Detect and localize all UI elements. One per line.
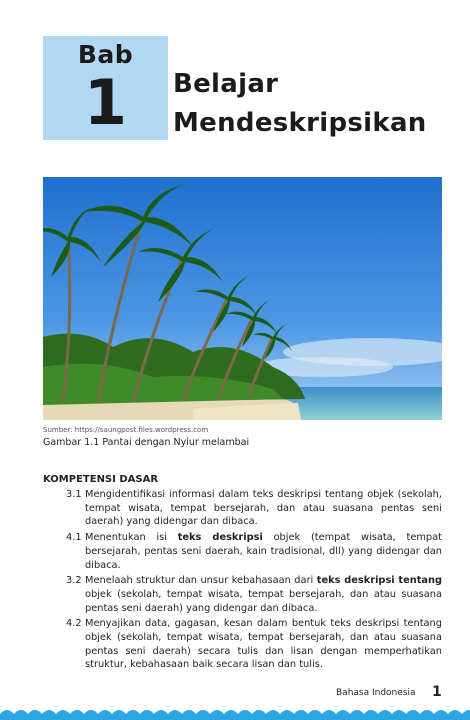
competency-number: 4.1 <box>66 532 82 544</box>
footer-wave-border <box>0 708 470 720</box>
competency-item <box>66 531 442 572</box>
chapter-title-line-1: Belajar <box>173 69 279 99</box>
competency-text: Menelaah struktur dan unsur kebahasaan dari teks deskripsi tentang objek (sekolah, tempat wisata, tempat bersejarah, dan atau suasana pentas seni daerah) yang didengar dan dibaca. <box>85 575 442 614</box>
competency-text: Menentukan isi teks deskripsi objek (tempat wisata, tempat bersejarah, pentas seni daerah, kain tradisional, dll) yang didengar dan dibaca. <box>85 532 442 571</box>
emphasis: teks deskripsi <box>177 532 263 544</box>
chapter-title-line-2: Mendeskripsikan <box>173 108 427 138</box>
competency-item <box>66 488 442 529</box>
page-number: 1 <box>432 684 442 700</box>
chapter-number: 1 <box>83 66 128 139</box>
competency-heading: KOMPETENSI DASAR <box>43 474 159 485</box>
emphasis: teks deskripsi tentang <box>316 575 442 587</box>
competency-item <box>66 617 442 672</box>
photo-source: Sumber: https://saungpost.files.wordpress.com <box>43 426 209 434</box>
competency-list <box>66 488 442 674</box>
footer-subject: Bahasa Indonesia <box>336 688 416 698</box>
competency-number: 3.2 <box>66 575 82 587</box>
beach-photo <box>43 177 442 420</box>
competency-number: 4.2 <box>66 618 82 630</box>
competency-text: Menyajikan data, gagasan, kesan dalam bentuk teks deskripsi tentang objek (sekolah, tempat wisata, tempat bersejarah, dan atau suasana pentas seni daerah) secara tulis dan lisan dengan memperhatikan struktur, kebahasaan baik secara lisan dan tulis. <box>85 618 442 671</box>
competency-item <box>66 574 442 615</box>
competency-number: 3.1 <box>66 489 82 500</box>
figure-caption: Gambar 1.1 Pantai dengan Nyiur melambai <box>43 437 250 448</box>
chapter-box <box>43 36 168 140</box>
competency-text: Mengidentifikasi informasi dalam teks deskripsi tentang objek (sekolah, tempat wisata, tempat bersejarah, dan atau suasana pentas seni daerah) yang didengar dan dibaca. <box>85 489 442 528</box>
chapter-label: Bab <box>77 40 134 69</box>
